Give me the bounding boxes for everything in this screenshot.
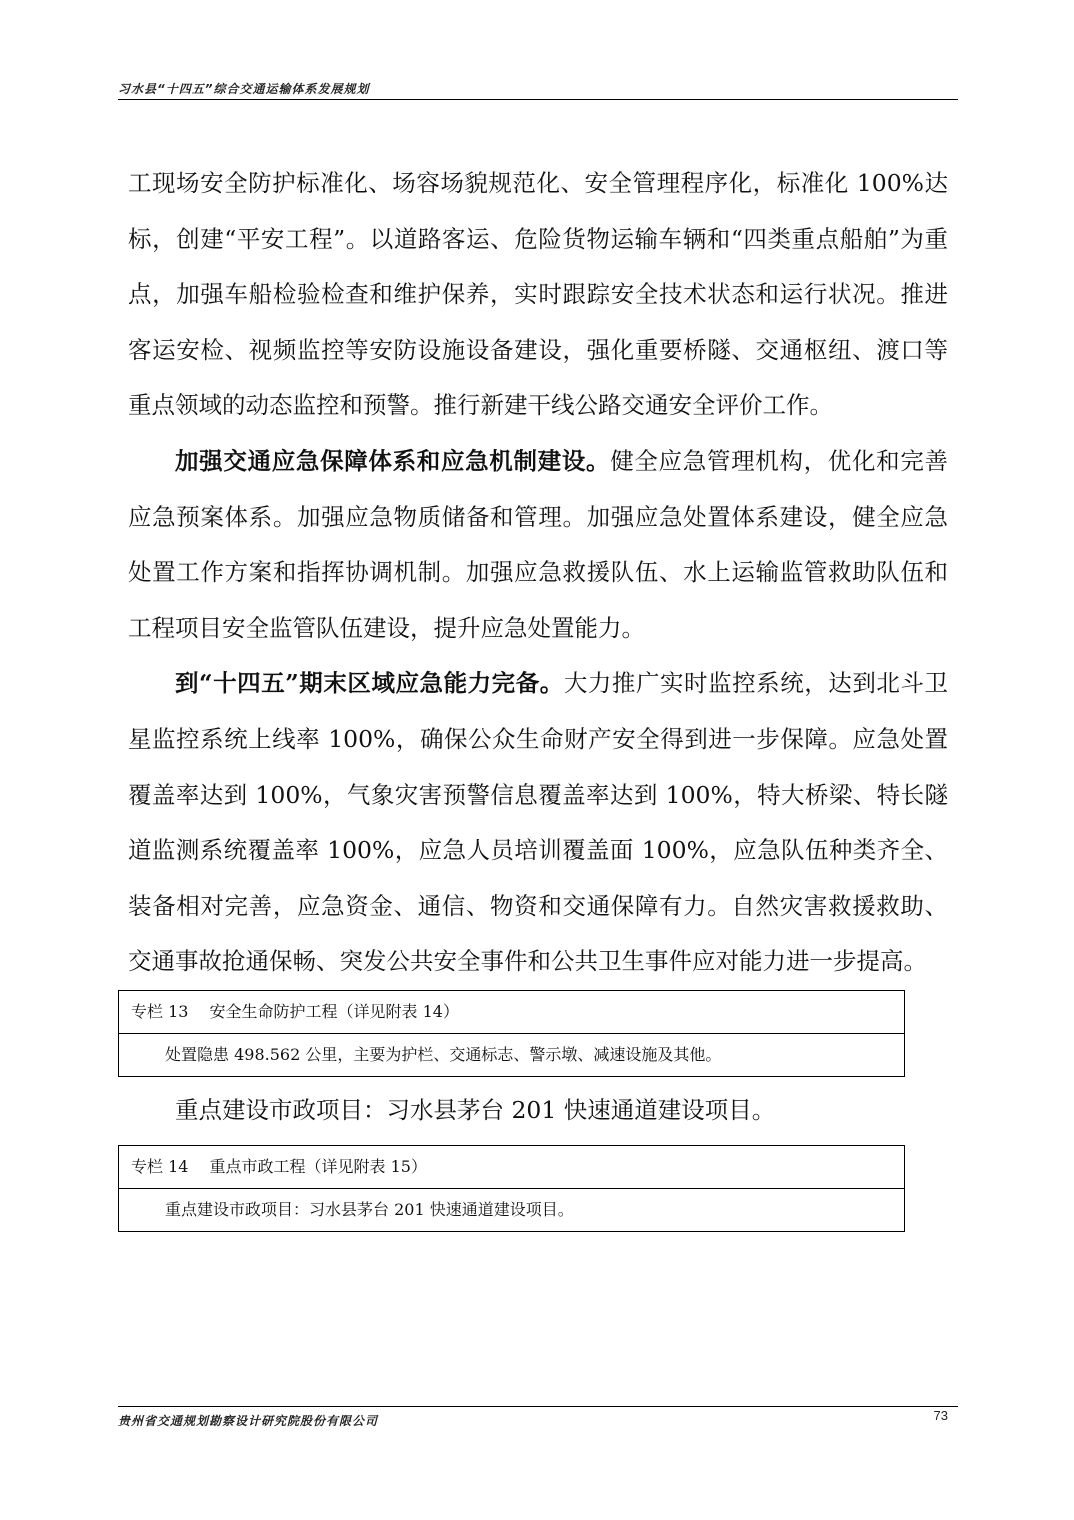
column-box-14-body: 重点建设市政项目：习水县茅台 201 快速通道建设项目。 xyxy=(119,1188,905,1231)
paragraph-safety-standardization: 工现场安全防护标准化、场容场貌规范化、安全管理程序化，标准化 100%达标，创建“平安工程”。以道路客运、危险货物运输车辆和“四类重点船舶”为重点，加强车船检验检查和维护保养，实时跟踪安全技术状态和运行状况。推进客运安检、视频监控等安防设施设备建设，强化重要桥隧、交通枢纽、渡口等重点领域的动态监控和预警。推行新建干线公路交通安全评价工作。 xyxy=(128,169,948,420)
document-body xyxy=(128,156,948,1232)
paragraph-emergency-capability xyxy=(128,656,948,990)
footer-company-name: 贵州省交通规划勘察设计研究院股份有限公司 xyxy=(118,1414,379,1428)
running-header-title: 习水县“十四五”综合交通运输体系发展规划 xyxy=(118,82,370,96)
header-divider xyxy=(118,99,958,100)
paragraph-lead-heading: 加强交通应急保障体系和应急机制建设。 xyxy=(175,446,611,475)
paragraph-lead-heading: 到“十四五”期末区域应急能力完备。 xyxy=(175,669,564,698)
paragraph-text: 大力推广实时监控系统，达到北斗卫星监控系统上线率 100%，确保公众生命财产安全得到进一步保障。应急处置覆盖率达到 100%，气象灾害预警信息覆盖率达到 100%，特大桥梁、特长隧道监测系统覆盖率 100%，应急人员培训覆盖面 100%，应急队伍种类齐全、装备相对完善，应急资金、通信、物资和交通保障有力。自然灾害救援救助、交通事故抢通保畅、突发公共安全事件和公共卫生事件应对能力进一步提高。 xyxy=(128,669,948,976)
paragraph-text: 健全应急管理机构，优化和完善应急预案体系。加强应急物质储备和管理。加强应急处置体系建设，健全应急处置工作方案和指挥协调机制。加强应急救援队伍、水上运输监管救助队伍和工程项目安全监管队伍建设，提升应急处置能力。 xyxy=(128,446,949,642)
page-number: 73 xyxy=(933,1408,948,1423)
column-box-14 xyxy=(118,1145,905,1232)
paragraph-municipal-project: 重点建设市政项目：习水县茅台 201 快速通道建设项目。 xyxy=(175,1095,776,1124)
paragraph-emergency-mechanism xyxy=(128,434,948,656)
footer-divider xyxy=(118,1406,958,1407)
column-box-14-title: 专栏 14 重点市政工程（详见附表 15） xyxy=(119,1145,905,1188)
column-box-13 xyxy=(118,990,905,1077)
column-box-13-title: 专栏 13 安全生命防护工程（详见附表 14） xyxy=(119,990,905,1033)
column-box-13-body: 处置隐患 498.562 公里，主要为护栏、交通标志、警示墩、减速设施及其他。 xyxy=(119,1033,905,1076)
